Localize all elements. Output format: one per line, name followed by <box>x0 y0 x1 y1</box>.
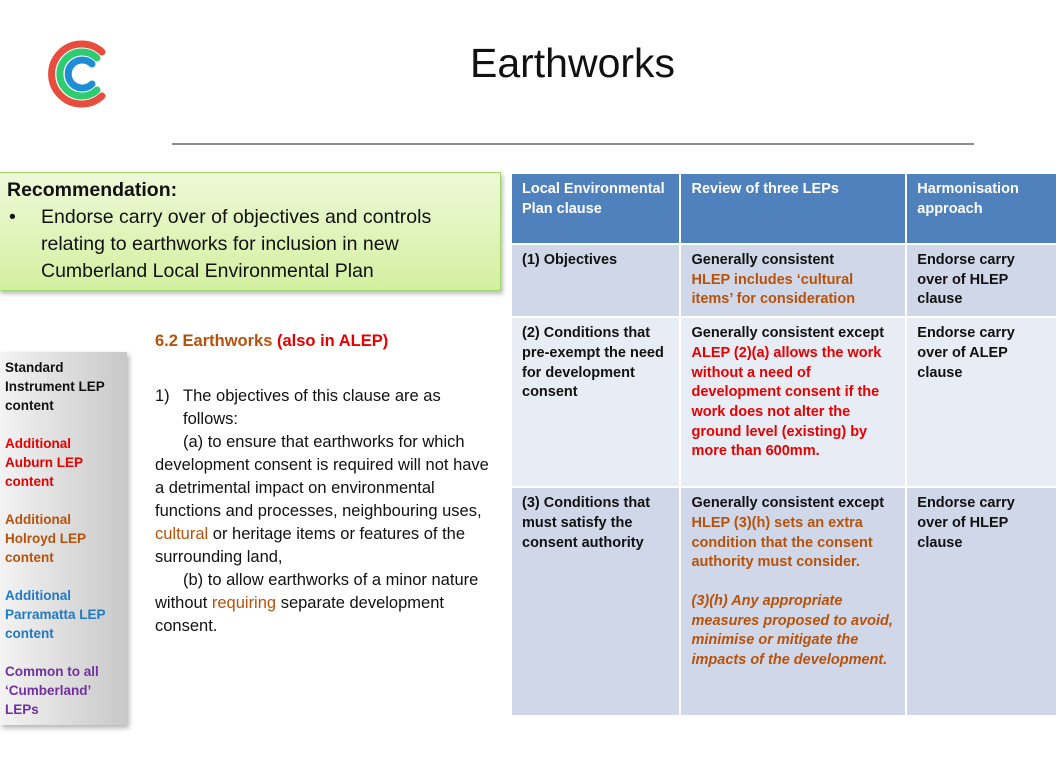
item-b-requiring: requiring <box>211 594 277 612</box>
row1-review-detail: HLEP includes ‘cultural items’ for consideration <box>691 271 856 308</box>
clause-heading <box>155 332 388 351</box>
row1-approach: Endorse carry over of HLEP clause <box>906 244 1056 317</box>
legend-common: Common to all ‘Cumberland’ LEPs <box>5 664 99 717</box>
recommendation-box <box>0 172 501 291</box>
item-b-text-end: separate development consent. <box>155 594 444 635</box>
objective-number: 1) <box>155 387 170 405</box>
objective-text: The objectives of this clause are as follows: <box>183 387 441 428</box>
legend-parramatta: Additional Parramatta LEP content <box>5 588 106 641</box>
row3-approach: Endorse carry over of HLEP clause <box>906 487 1056 716</box>
clause-item-a <box>155 431 500 569</box>
row3-review-italic: (3)(h) Any appropriate measures proposed to avoid, minimise or mitigate the impacts of the development. <box>691 592 893 669</box>
header-review: Review of three LEPs <box>680 173 906 244</box>
page-title: Earthworks <box>469 40 676 86</box>
legend-holroyd: Additional Holroyd LEP content <box>5 512 86 565</box>
row1-review <box>680 244 906 317</box>
header-clause: Local Environmental Plan clause <box>511 173 680 244</box>
item-a-text: (a) to ensure that earthworks for which development consent is required will not have a detrimental impact on environmental functions and processes, neighbouring uses, <box>155 433 489 520</box>
legend-auburn: Additional Auburn LEP content <box>5 436 83 489</box>
table-row <box>511 487 1056 716</box>
row3-clause: (3) Conditions that must satisfy the consent authority <box>511 487 680 716</box>
title-divider <box>172 143 974 145</box>
table-header-row <box>511 173 1056 244</box>
row2-review <box>680 317 906 487</box>
clause-item-b <box>155 569 500 638</box>
row3-review-detail: HLEP (3)(h) sets an extra condition that the consent authority must consider. <box>691 514 873 571</box>
cumberland-c-logo-icon <box>44 36 112 110</box>
row3-review-general: Generally consistent except <box>691 495 885 512</box>
item-b-text: (b) to allow earthworks of a minor nature without <box>155 571 479 612</box>
recommendation-item <box>7 204 492 285</box>
clause-heading-title: 6.2 Earthworks <box>155 332 273 350</box>
item-a-text-end: or heritage items or features of the surrounding land, <box>155 525 466 566</box>
bullet: • <box>9 206 16 228</box>
header-approach: Harmonisation approach <box>906 173 1056 244</box>
legend-panel <box>0 352 127 725</box>
row3-review <box>680 487 906 716</box>
legend-standard: Standard Instrument LEP content <box>5 360 105 413</box>
table-row <box>511 317 1056 487</box>
row1-review-general: Generally consistent <box>691 252 835 268</box>
row2-clause: (2) Conditions that pre-exempt the need for development consent <box>511 317 680 487</box>
row2-review-detail: ALEP (2)(a) allows the work without a need of development consent if the work does not alter the ground level (existing) by more than 600mm. <box>691 344 882 460</box>
row2-approach: Endorse carry over of ALEP clause <box>906 317 1056 487</box>
row2-review-general: Generally consistent except <box>691 325 885 342</box>
clause-body <box>155 385 500 638</box>
item-a-cultural: cultural <box>155 525 209 543</box>
table-row <box>511 244 1056 317</box>
clause-heading-note: (also in ALEP) <box>276 332 389 350</box>
recommendation-heading: Recommendation: <box>7 179 178 201</box>
lep-comparison-table <box>510 172 1056 717</box>
clause-objective <box>155 385 500 431</box>
recommendation-text: Endorse carry over of objectives and controls relating to earthworks for inclusion in new Cumberland Local Environmental Plan <box>41 206 432 282</box>
row1-clause: (1) Objectives <box>511 244 680 317</box>
